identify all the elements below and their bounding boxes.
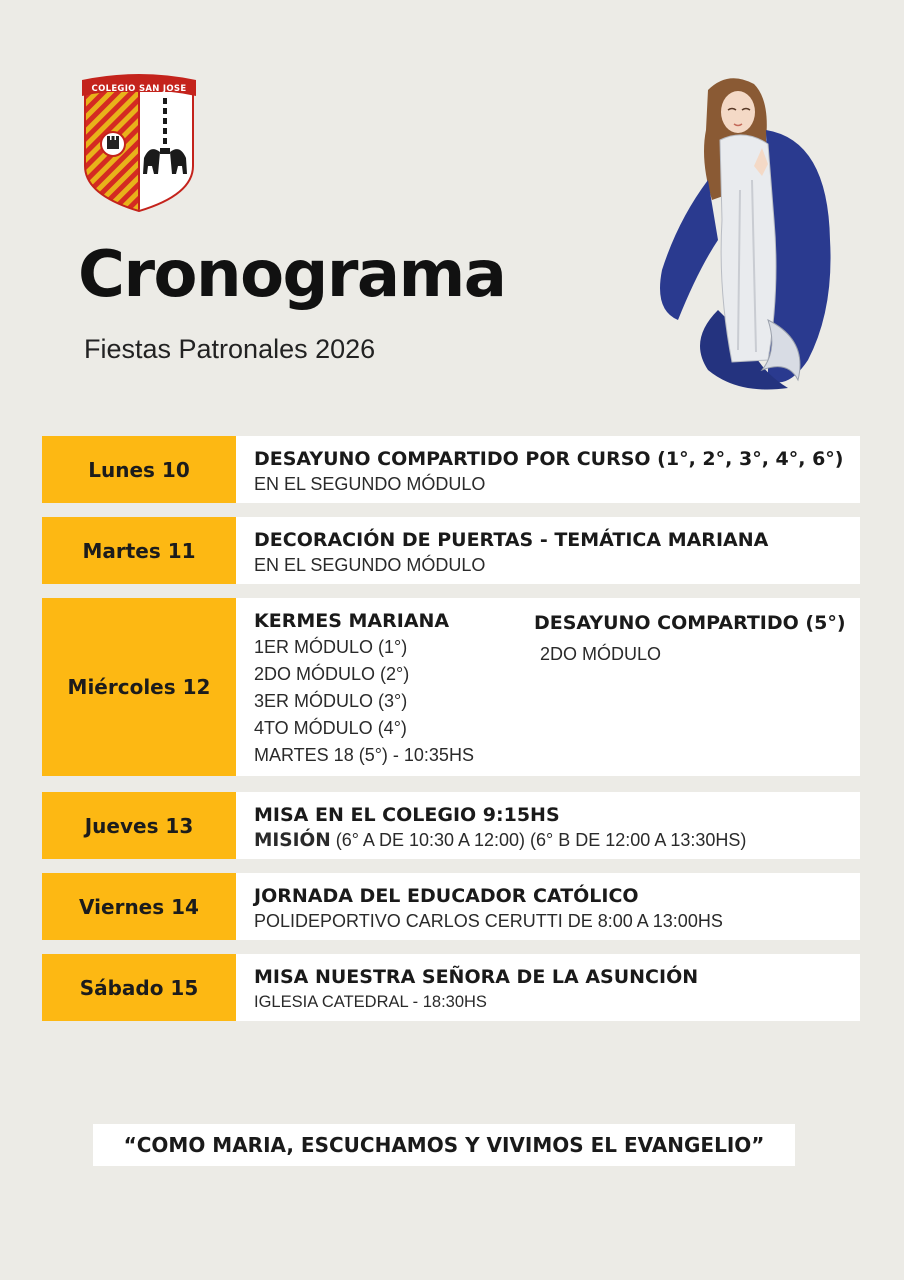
event-info <box>236 873 860 940</box>
schedule-row-viernes <box>42 873 860 940</box>
school-crest-logo <box>80 70 198 212</box>
module-item: 1ER MÓDULO (1°) <box>254 637 408 657</box>
schedule-row-martes <box>42 517 860 584</box>
event-info <box>236 954 860 1021</box>
day-label: Sábado 15 <box>42 954 236 1021</box>
schedule-row-sabado <box>42 954 860 1021</box>
schedule-row-lunes <box>42 436 860 503</box>
page-subtitle: Fiestas Patronales 2026 <box>84 334 376 364</box>
day-label: Miércoles 12 <box>42 598 236 776</box>
virgin-mary-illustration <box>648 70 848 400</box>
day-label: Lunes 10 <box>42 436 236 503</box>
event-detail: EN EL SEGUNDO MÓDULO <box>254 474 486 494</box>
day-label: Martes 11 <box>42 517 236 584</box>
event-title: DESAYUNO COMPARTIDO (5°) <box>534 612 846 634</box>
crest-banner-text: COLEGIO SAN JOSE <box>91 84 187 94</box>
event-info <box>236 517 860 584</box>
event-title: KERMES MARIANA <box>254 610 450 632</box>
event-title: MISA EN EL COLEGIO 9:15HS <box>254 804 560 826</box>
day-label: Jueves 13 <box>42 792 236 859</box>
event-detail: 2DO MÓDULO <box>540 644 662 664</box>
event-title: MISA NUESTRA SEÑORA DE LA ASUNCIÓN <box>254 966 699 988</box>
schedule-row-miercoles <box>42 598 860 776</box>
desayuno-column <box>534 608 846 667</box>
kermes-column <box>254 608 474 769</box>
event-title: DESAYUNO COMPARTIDO POR CURSO (1°, 2°, 3°, 4°, 6°) <box>254 448 844 470</box>
event-detail-bold: MISIÓN <box>254 830 331 851</box>
event-info <box>236 436 860 503</box>
event-title: DECORACIÓN DE PUERTAS - TEMÁTICA MARIANA <box>254 529 769 551</box>
module-item: 4TO MÓDULO (4°) <box>254 718 407 738</box>
event-info <box>236 598 860 776</box>
event-info <box>236 792 860 859</box>
event-title: JORNADA DEL EDUCADOR CATÓLICO <box>254 885 639 907</box>
schedule-row-jueves <box>42 792 860 859</box>
event-detail <box>254 828 860 853</box>
event-detail: POLIDEPORTIVO CARLOS CERUTTI DE 8:00 A 13:00HS <box>254 911 723 931</box>
motto-quote: “COMO MARIA, ESCUCHAMOS Y VIVIMOS EL EVANGELIO” <box>93 1124 795 1166</box>
module-item: 3ER MÓDULO (3°) <box>254 691 408 711</box>
module-item: MARTES 18 (5°) - 10:35HS <box>254 745 474 765</box>
event-detail: EN EL SEGUNDO MÓDULO <box>254 555 486 575</box>
page-title: Cronograma <box>78 238 506 312</box>
event-detail: IGLESIA CATEDRAL - 18:30HS <box>254 993 487 1011</box>
event-detail-text: (6° A DE 10:30 A 12:00) (6° B DE 12:00 A 13:30HS) <box>330 830 747 850</box>
day-label: Viernes 14 <box>42 873 236 940</box>
module-item: 2DO MÓDULO (2°) <box>254 664 410 684</box>
